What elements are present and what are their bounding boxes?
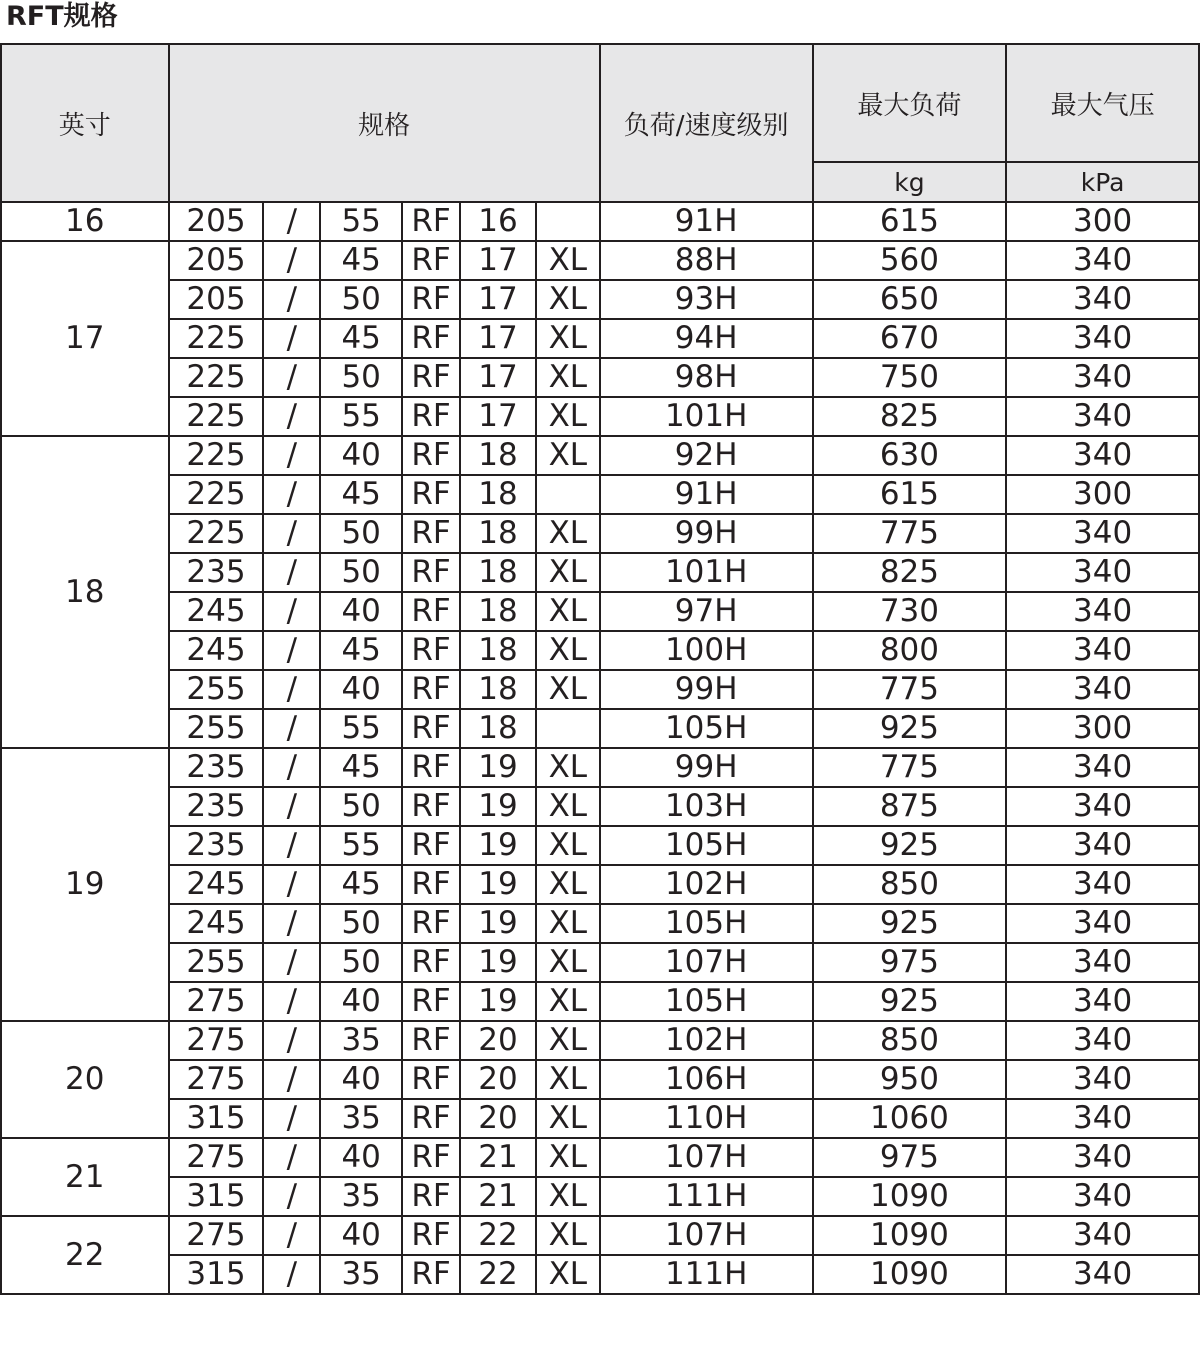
cell-rim-size: 19	[460, 865, 536, 904]
cell-load-speed: 107H	[600, 1216, 813, 1255]
cell-rim-size: 18	[460, 475, 536, 514]
cell-type: RF	[402, 358, 460, 397]
cell-aspect-ratio: 40	[320, 1060, 402, 1099]
cell-aspect-ratio: 40	[320, 982, 402, 1021]
cell-rim-size: 19	[460, 982, 536, 1021]
cell-width: 205	[169, 241, 264, 280]
cell-max-load: 560	[813, 241, 1007, 280]
cell-load-speed: 101H	[600, 553, 813, 592]
cell-xl-flag: XL	[536, 514, 600, 553]
cell-load-speed: 111H	[600, 1255, 813, 1294]
cell-rim-size: 22	[460, 1216, 536, 1255]
cell-max-pressure: 340	[1006, 592, 1199, 631]
cell-type: RF	[402, 787, 460, 826]
cell-aspect-ratio: 35	[320, 1177, 402, 1216]
cell-xl-flag: XL	[536, 1099, 600, 1138]
cell-max-pressure: 340	[1006, 358, 1199, 397]
cell-xl-flag: XL	[536, 592, 600, 631]
cell-type: RF	[402, 514, 460, 553]
cell-xl-flag: XL	[536, 319, 600, 358]
cell-load-speed: 111H	[600, 1177, 813, 1216]
cell-separator: /	[263, 943, 320, 982]
cell-aspect-ratio: 45	[320, 475, 402, 514]
cell-separator: /	[263, 1060, 320, 1099]
cell-max-pressure: 300	[1006, 709, 1199, 748]
cell-max-load: 950	[813, 1060, 1007, 1099]
cell-load-speed: 93H	[600, 280, 813, 319]
cell-xl-flag: XL	[536, 1216, 600, 1255]
cell-load-speed: 91H	[600, 475, 813, 514]
cell-xl-flag: XL	[536, 1255, 600, 1294]
cell-width: 275	[169, 1216, 264, 1255]
cell-inch: 22	[1, 1216, 169, 1294]
cell-max-load: 750	[813, 358, 1007, 397]
cell-width: 225	[169, 475, 264, 514]
cell-inch: 19	[1, 748, 169, 1021]
cell-max-load: 875	[813, 787, 1007, 826]
cell-xl-flag: XL	[536, 1177, 600, 1216]
cell-xl-flag: XL	[536, 241, 600, 280]
cell-aspect-ratio: 40	[320, 1138, 402, 1177]
cell-width: 275	[169, 1138, 264, 1177]
cell-separator: /	[263, 631, 320, 670]
cell-max-pressure: 340	[1006, 1138, 1199, 1177]
cell-inch: 17	[1, 241, 169, 436]
cell-type: RF	[402, 1138, 460, 1177]
cell-load-speed: 101H	[600, 397, 813, 436]
cell-rim-size: 19	[460, 787, 536, 826]
table-row	[1, 202, 1199, 241]
cell-rim-size: 21	[460, 1177, 536, 1216]
cell-rim-size: 18	[460, 631, 536, 670]
cell-separator: /	[263, 358, 320, 397]
cell-width: 225	[169, 397, 264, 436]
cell-type: RF	[402, 1216, 460, 1255]
cell-max-load: 925	[813, 982, 1007, 1021]
cell-width: 225	[169, 358, 264, 397]
cell-load-speed: 99H	[600, 748, 813, 787]
cell-aspect-ratio: 50	[320, 280, 402, 319]
table-row	[1, 787, 1199, 826]
cell-max-load: 825	[813, 553, 1007, 592]
cell-rim-size: 19	[460, 943, 536, 982]
cell-load-speed: 97H	[600, 592, 813, 631]
cell-rim-size: 18	[460, 709, 536, 748]
cell-max-load: 1090	[813, 1177, 1007, 1216]
cell-xl-flag: XL	[536, 280, 600, 319]
table-row	[1, 280, 1199, 319]
table-row	[1, 865, 1199, 904]
cell-type: RF	[402, 397, 460, 436]
cell-rim-size: 17	[460, 280, 536, 319]
cell-max-load: 1060	[813, 1099, 1007, 1138]
cell-type: RF	[402, 241, 460, 280]
cell-aspect-ratio: 45	[320, 748, 402, 787]
cell-type: RF	[402, 631, 460, 670]
cell-max-pressure: 340	[1006, 670, 1199, 709]
cell-max-load: 615	[813, 202, 1007, 241]
cell-rim-size: 17	[460, 358, 536, 397]
cell-rim-size: 22	[460, 1255, 536, 1294]
cell-max-load: 975	[813, 1138, 1007, 1177]
cell-rim-size: 18	[460, 436, 536, 475]
cell-load-speed: 99H	[600, 514, 813, 553]
cell-separator: /	[263, 1138, 320, 1177]
cell-load-speed: 91H	[600, 202, 813, 241]
table-row	[1, 1255, 1199, 1294]
cell-max-pressure: 340	[1006, 1060, 1199, 1099]
cell-width: 245	[169, 592, 264, 631]
cell-xl-flag: XL	[536, 982, 600, 1021]
cell-width: 315	[169, 1099, 264, 1138]
cell-max-pressure: 340	[1006, 1099, 1199, 1138]
cell-max-pressure: 300	[1006, 202, 1199, 241]
cell-max-load: 1090	[813, 1216, 1007, 1255]
cell-max-load: 850	[813, 1021, 1007, 1060]
cell-separator: /	[263, 436, 320, 475]
cell-separator: /	[263, 1177, 320, 1216]
cell-rim-size: 18	[460, 670, 536, 709]
cell-width: 205	[169, 202, 264, 241]
cell-aspect-ratio: 35	[320, 1255, 402, 1294]
table-row	[1, 709, 1199, 748]
cell-aspect-ratio: 50	[320, 553, 402, 592]
cell-load-speed: 98H	[600, 358, 813, 397]
table-row	[1, 748, 1199, 787]
header-max-load-unit: kg	[813, 162, 1007, 202]
cell-separator: /	[263, 982, 320, 1021]
cell-xl-flag	[536, 709, 600, 748]
cell-max-pressure: 340	[1006, 826, 1199, 865]
cell-max-pressure: 340	[1006, 1216, 1199, 1255]
table-row	[1, 436, 1199, 475]
cell-max-load: 925	[813, 826, 1007, 865]
cell-max-load: 615	[813, 475, 1007, 514]
table-row	[1, 592, 1199, 631]
cell-type: RF	[402, 982, 460, 1021]
cell-rim-size: 16	[460, 202, 536, 241]
cell-aspect-ratio: 55	[320, 202, 402, 241]
cell-type: RF	[402, 436, 460, 475]
header-max-pressure-unit: kPa	[1006, 162, 1199, 202]
table-row	[1, 553, 1199, 592]
cell-load-speed: 105H	[600, 826, 813, 865]
cell-load-speed: 102H	[600, 1021, 813, 1060]
cell-load-speed: 99H	[600, 670, 813, 709]
cell-load-speed: 92H	[600, 436, 813, 475]
cell-aspect-ratio: 50	[320, 904, 402, 943]
cell-load-speed: 105H	[600, 709, 813, 748]
cell-aspect-ratio: 45	[320, 241, 402, 280]
cell-type: RF	[402, 1060, 460, 1099]
cell-max-pressure: 340	[1006, 631, 1199, 670]
cell-max-pressure: 340	[1006, 514, 1199, 553]
cell-rim-size: 19	[460, 904, 536, 943]
cell-max-pressure: 340	[1006, 982, 1199, 1021]
cell-max-load: 630	[813, 436, 1007, 475]
cell-type: RF	[402, 1255, 460, 1294]
cell-load-speed: 103H	[600, 787, 813, 826]
cell-separator: /	[263, 319, 320, 358]
table-row	[1, 670, 1199, 709]
cell-aspect-ratio: 35	[320, 1099, 402, 1138]
cell-aspect-ratio: 45	[320, 865, 402, 904]
table-row	[1, 1021, 1199, 1060]
cell-aspect-ratio: 45	[320, 319, 402, 358]
cell-width: 315	[169, 1255, 264, 1294]
page-title: RFT规格	[6, 1, 118, 32]
cell-inch: 18	[1, 436, 169, 748]
cell-rim-size: 17	[460, 241, 536, 280]
table-row	[1, 1099, 1199, 1138]
cell-max-load: 925	[813, 709, 1007, 748]
cell-width: 225	[169, 436, 264, 475]
cell-separator: /	[263, 202, 320, 241]
cell-rim-size: 20	[460, 1021, 536, 1060]
cell-load-speed: 100H	[600, 631, 813, 670]
table-row	[1, 1138, 1199, 1177]
cell-max-pressure: 340	[1006, 280, 1199, 319]
header-load-speed: 负荷/速度级别	[600, 44, 813, 202]
cell-type: RF	[402, 280, 460, 319]
cell-max-load: 800	[813, 631, 1007, 670]
header-max-pressure: 最大气压	[1006, 44, 1199, 162]
cell-max-load: 730	[813, 592, 1007, 631]
cell-rim-size: 17	[460, 397, 536, 436]
cell-width: 315	[169, 1177, 264, 1216]
cell-load-speed: 106H	[600, 1060, 813, 1099]
cell-xl-flag: XL	[536, 826, 600, 865]
cell-max-pressure: 340	[1006, 319, 1199, 358]
cell-aspect-ratio: 55	[320, 709, 402, 748]
cell-separator: /	[263, 1255, 320, 1294]
cell-type: RF	[402, 319, 460, 358]
cell-width: 245	[169, 865, 264, 904]
cell-xl-flag: XL	[536, 631, 600, 670]
cell-load-speed: 110H	[600, 1099, 813, 1138]
cell-aspect-ratio: 40	[320, 436, 402, 475]
cell-aspect-ratio: 40	[320, 670, 402, 709]
cell-xl-flag: XL	[536, 1021, 600, 1060]
cell-max-pressure: 340	[1006, 397, 1199, 436]
cell-separator: /	[263, 241, 320, 280]
spec-table	[0, 43, 1200, 1295]
cell-separator: /	[263, 670, 320, 709]
table-row	[1, 1177, 1199, 1216]
cell-width: 245	[169, 904, 264, 943]
cell-separator: /	[263, 826, 320, 865]
cell-width: 255	[169, 709, 264, 748]
cell-xl-flag: XL	[536, 943, 600, 982]
cell-type: RF	[402, 904, 460, 943]
cell-rim-size: 19	[460, 826, 536, 865]
cell-aspect-ratio: 45	[320, 631, 402, 670]
header-spec: 规格	[169, 44, 600, 202]
table-row	[1, 475, 1199, 514]
cell-rim-size: 20	[460, 1060, 536, 1099]
table-row	[1, 1060, 1199, 1099]
cell-xl-flag: XL	[536, 1060, 600, 1099]
cell-width: 275	[169, 1060, 264, 1099]
table-row	[1, 241, 1199, 280]
cell-separator: /	[263, 1021, 320, 1060]
cell-load-speed: 107H	[600, 943, 813, 982]
cell-max-pressure: 340	[1006, 1255, 1199, 1294]
cell-rim-size: 17	[460, 319, 536, 358]
cell-xl-flag	[536, 475, 600, 514]
cell-max-pressure: 300	[1006, 475, 1199, 514]
cell-type: RF	[402, 1021, 460, 1060]
cell-separator: /	[263, 865, 320, 904]
cell-aspect-ratio: 40	[320, 1216, 402, 1255]
cell-max-pressure: 340	[1006, 943, 1199, 982]
table-row	[1, 631, 1199, 670]
cell-separator: /	[263, 280, 320, 319]
cell-xl-flag: XL	[536, 1138, 600, 1177]
cell-width: 225	[169, 514, 264, 553]
cell-separator: /	[263, 1216, 320, 1255]
cell-load-speed: 102H	[600, 865, 813, 904]
cell-xl-flag: XL	[536, 436, 600, 475]
cell-inch: 16	[1, 202, 169, 241]
cell-load-speed: 105H	[600, 982, 813, 1021]
cell-separator: /	[263, 553, 320, 592]
cell-width: 235	[169, 748, 264, 787]
cell-type: RF	[402, 553, 460, 592]
cell-xl-flag: XL	[536, 865, 600, 904]
cell-aspect-ratio: 50	[320, 514, 402, 553]
cell-max-load: 775	[813, 514, 1007, 553]
cell-width: 275	[169, 1021, 264, 1060]
cell-max-pressure: 340	[1006, 748, 1199, 787]
cell-max-pressure: 340	[1006, 904, 1199, 943]
cell-width: 245	[169, 631, 264, 670]
cell-separator: /	[263, 748, 320, 787]
cell-width: 255	[169, 943, 264, 982]
header-max-load: 最大负荷	[813, 44, 1007, 162]
cell-aspect-ratio: 50	[320, 943, 402, 982]
cell-load-speed: 105H	[600, 904, 813, 943]
cell-load-speed: 94H	[600, 319, 813, 358]
cell-max-pressure: 340	[1006, 1177, 1199, 1216]
table-row	[1, 514, 1199, 553]
cell-max-load: 1090	[813, 1255, 1007, 1294]
cell-rim-size: 18	[460, 592, 536, 631]
cell-rim-size: 19	[460, 748, 536, 787]
cell-type: RF	[402, 709, 460, 748]
cell-width: 205	[169, 280, 264, 319]
cell-max-load: 850	[813, 865, 1007, 904]
table-header	[1, 44, 1199, 202]
table-row	[1, 982, 1199, 1021]
cell-max-pressure: 340	[1006, 865, 1199, 904]
cell-xl-flag: XL	[536, 670, 600, 709]
cell-max-pressure: 340	[1006, 1021, 1199, 1060]
cell-max-pressure: 340	[1006, 241, 1199, 280]
cell-xl-flag: XL	[536, 748, 600, 787]
table-row	[1, 904, 1199, 943]
cell-aspect-ratio: 55	[320, 397, 402, 436]
cell-max-load: 775	[813, 748, 1007, 787]
cell-separator: /	[263, 514, 320, 553]
cell-aspect-ratio: 50	[320, 787, 402, 826]
cell-separator: /	[263, 787, 320, 826]
cell-max-load: 975	[813, 943, 1007, 982]
cell-width: 235	[169, 787, 264, 826]
cell-type: RF	[402, 670, 460, 709]
cell-type: RF	[402, 1177, 460, 1216]
cell-max-pressure: 340	[1006, 787, 1199, 826]
table-row	[1, 397, 1199, 436]
cell-separator: /	[263, 475, 320, 514]
table-row	[1, 358, 1199, 397]
cell-width: 275	[169, 982, 264, 1021]
table-row	[1, 826, 1199, 865]
cell-load-speed: 107H	[600, 1138, 813, 1177]
cell-separator: /	[263, 904, 320, 943]
table-row	[1, 943, 1199, 982]
cell-separator: /	[263, 397, 320, 436]
table-row	[1, 1216, 1199, 1255]
header-inch: 英寸	[1, 44, 169, 202]
cell-separator: /	[263, 592, 320, 631]
cell-max-load: 650	[813, 280, 1007, 319]
cell-max-load: 670	[813, 319, 1007, 358]
table-row	[1, 319, 1199, 358]
cell-type: RF	[402, 826, 460, 865]
cell-type: RF	[402, 475, 460, 514]
cell-separator: /	[263, 1099, 320, 1138]
cell-max-pressure: 340	[1006, 436, 1199, 475]
cell-xl-flag: XL	[536, 787, 600, 826]
cell-aspect-ratio: 40	[320, 592, 402, 631]
cell-rim-size: 21	[460, 1138, 536, 1177]
cell-type: RF	[402, 1099, 460, 1138]
cell-type: RF	[402, 202, 460, 241]
cell-type: RF	[402, 592, 460, 631]
cell-xl-flag: XL	[536, 358, 600, 397]
cell-rim-size: 20	[460, 1099, 536, 1138]
cell-aspect-ratio: 35	[320, 1021, 402, 1060]
cell-max-load: 825	[813, 397, 1007, 436]
cell-type: RF	[402, 865, 460, 904]
cell-inch: 21	[1, 1138, 169, 1216]
cell-max-load: 775	[813, 670, 1007, 709]
cell-type: RF	[402, 943, 460, 982]
cell-width: 225	[169, 319, 264, 358]
cell-xl-flag: XL	[536, 904, 600, 943]
cell-rim-size: 18	[460, 553, 536, 592]
cell-max-load: 925	[813, 904, 1007, 943]
cell-width: 235	[169, 826, 264, 865]
cell-width: 235	[169, 553, 264, 592]
cell-xl-flag: XL	[536, 397, 600, 436]
table-body	[1, 202, 1199, 1294]
cell-xl-flag: XL	[536, 553, 600, 592]
cell-type: RF	[402, 748, 460, 787]
cell-load-speed: 88H	[600, 241, 813, 280]
cell-width: 255	[169, 670, 264, 709]
cell-xl-flag	[536, 202, 600, 241]
cell-inch: 20	[1, 1021, 169, 1138]
cell-aspect-ratio: 55	[320, 826, 402, 865]
cell-rim-size: 18	[460, 514, 536, 553]
cell-aspect-ratio: 50	[320, 358, 402, 397]
cell-max-pressure: 340	[1006, 553, 1199, 592]
cell-separator: /	[263, 709, 320, 748]
